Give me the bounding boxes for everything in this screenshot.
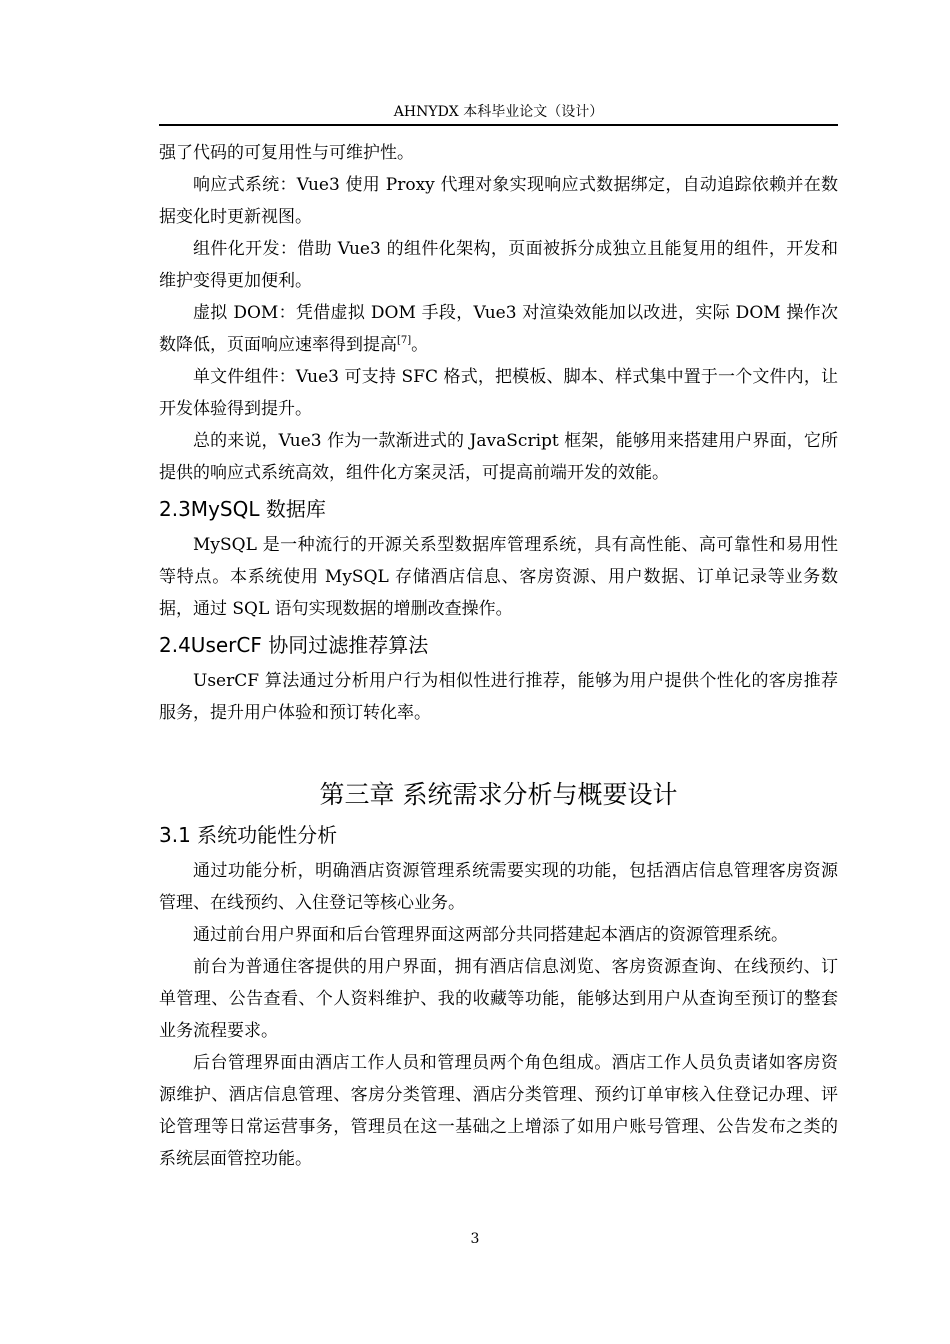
paragraph-mysql: MySQL 是一种流行的开源关系型数据库管理系统，具有高性能、高可靠性和易用性等特点。本系统使用 MySQL 存储酒店信息、客房资源、用户数据、订单记录等业务数据，通过 SQL 语句实现数据的增删改查操作。 bbox=[159, 535, 838, 619]
chapter-title: 第三章 系统需求分析与概要设计 bbox=[319, 780, 678, 809]
paragraph-system-parts: 通过前台用户界面和后台管理界面这两部分共同搭建起本酒店的资源管理系统。 bbox=[193, 925, 788, 945]
chapter-spacer bbox=[159, 729, 838, 775]
paragraph-sfc: 单文件组件：Vue3 可支持 SFC 格式，把模板、脚本、样式集中置于一个文件内，让开发体验得到提升。 bbox=[159, 367, 838, 419]
paragraph-function-analysis: 通过功能分析，明确酒店资源管理系统需要实现的功能，包括酒店信息管理客房资源管理、在线预约、入住登记等核心业务。 bbox=[159, 861, 838, 913]
paragraph-continuation: 强了代码的可复用性与可维护性。 bbox=[159, 143, 414, 163]
paragraph-summary: 总的来说，Vue3 作为一款渐进式的 JavaScript 框架，能够用来搭建用户界面，它所提供的响应式系统高效，组件化方案灵活，可提高前端开发的效能。 bbox=[159, 431, 838, 483]
section-heading-2-3: 2.3MySQL 数据库 bbox=[159, 497, 326, 521]
section-heading-3-1: 3.1 系统功能性分析 bbox=[159, 823, 338, 847]
paragraph-backend: 后台管理界面由酒店工作人员和管理员两个角色组成。酒店工作人员负责诸如客房资源维护、酒店信息管理、客房分类管理、酒店分类管理、预约订单审核入住登记办理、评论管理等日常运营事务，管理员在这一基础之上增添了如用户账号管理、公告发布之类的系统层面管控功能。 bbox=[159, 1053, 838, 1169]
page-number: 3 bbox=[470, 1231, 480, 1247]
citation-ref: [7] bbox=[397, 335, 412, 346]
virtual-dom-end: 。 bbox=[411, 335, 429, 355]
paragraph-virtual-dom bbox=[159, 297, 838, 361]
paragraph-usercf: UserCF 算法通过分析用户行为相似性进行推荐，能够为用户提供个性化的客房推荐服务，提升用户体验和预订转化率。 bbox=[159, 671, 838, 723]
page-header: AHNYDX 本科毕业论文（设计） bbox=[159, 102, 838, 126]
page-content bbox=[159, 137, 838, 1175]
section-heading-2-4: 2.4UserCF 协同过滤推荐算法 bbox=[159, 633, 429, 657]
paragraph-component-dev: 组件化开发：借助 Vue3 的组件化架构，页面被拆分成独立且能复用的组件，开发和维护变得更加便利。 bbox=[159, 239, 838, 291]
paragraph-reactive-system: 响应式系统：Vue3 使用 Proxy 代理对象实现响应式数据绑定，自动追踪依赖并在数据变化时更新视图。 bbox=[159, 175, 838, 227]
virtual-dom-text: 虚拟 DOM：凭借虚拟 DOM 手段，Vue3 对渲染效能加以改进，实际 DOM 操作次数降低，页面响应速率得到提高 bbox=[159, 303, 838, 355]
paragraph-frontend: 前台为普通住客提供的用户界面，拥有酒店信息浏览、客房资源查询、在线预约、订单管理、公告查看、个人资料维护、我的收藏等功能，能够达到用户从查询至预订的整套业务流程要求。 bbox=[159, 957, 838, 1041]
